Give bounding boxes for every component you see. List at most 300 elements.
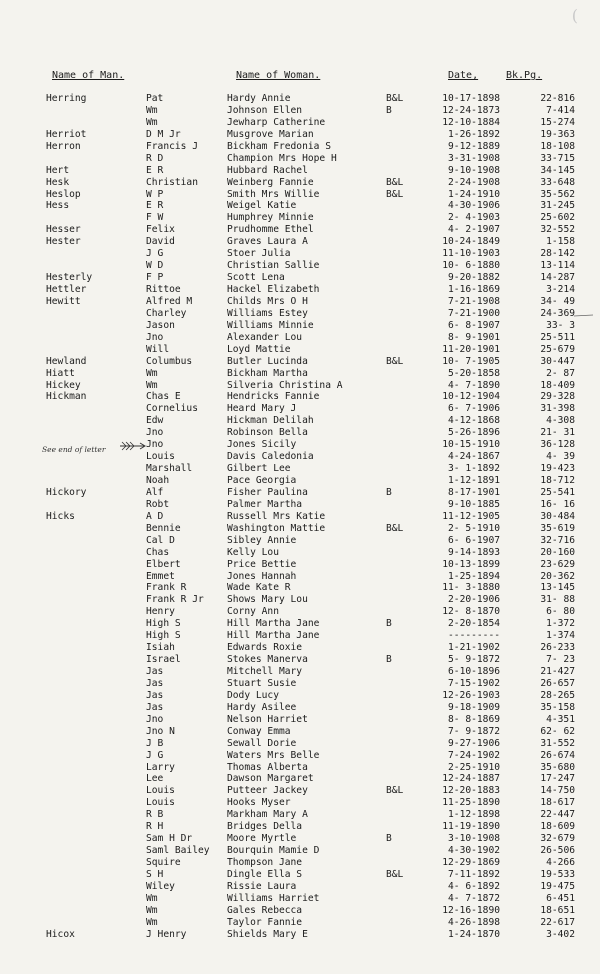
row-given-name: Robt [146, 498, 170, 510]
row-book-page: 13-145 [540, 582, 575, 594]
row-woman-name: Conway Emma [227, 725, 291, 737]
row-date: 12-24-1873 [442, 104, 500, 116]
row-given-name: W P [146, 188, 164, 200]
row-given-name: Pat [146, 93, 164, 104]
row-book-page: 19-475 [540, 880, 575, 892]
row-given-name: Lee [146, 773, 164, 785]
row-woman-name: Palmer Martha [227, 498, 303, 510]
row-woman-name: Dawson Margaret [227, 773, 314, 785]
row-given-name: Columbus [146, 355, 193, 367]
row-license-code: B&L [386, 93, 404, 104]
row-woman-name: Taylor Fannie [227, 916, 303, 928]
row-book-page: 25-511 [540, 331, 575, 343]
row-given-name: Wm [146, 916, 158, 928]
row-woman-name: Stokes Manerva [227, 654, 308, 666]
row-woman-name: Kelly Lou [227, 546, 279, 558]
row-woman-name: Putteer Jackey [227, 785, 308, 797]
row-surname: Hickey [46, 379, 81, 391]
row-book-page: 13-114 [540, 260, 575, 272]
row-date: 12- 8-1870 [442, 606, 500, 618]
record-row [0, 869, 600, 881]
row-date: 10-12-1904 [442, 391, 500, 403]
record-row [0, 415, 600, 427]
header-name-of-woman: Name of Woman. [236, 70, 321, 81]
row-date: 4- 2-1907 [448, 224, 500, 236]
record-row [0, 762, 600, 774]
row-book-page: 15-274 [540, 116, 575, 128]
row-woman-name: Thompson Jane [227, 857, 303, 868]
row-book-page: 24-369 [540, 307, 575, 319]
row-woman-name: Prudhomme Ethel [227, 224, 314, 236]
row-surname: Herring [46, 93, 87, 104]
row-license-code: B&L [386, 785, 404, 797]
row-given-name: Larry [146, 761, 175, 773]
row-date: 4- 7-1872 [448, 892, 500, 904]
row-woman-name: Jewharp Catherine [227, 116, 326, 128]
record-row [0, 117, 600, 129]
row-book-page: 32-552 [540, 224, 575, 236]
record-row [0, 93, 600, 105]
row-given-name: Wiley [146, 880, 175, 892]
row-book-page: 14-287 [540, 272, 575, 284]
row-surname: Hesterly [46, 272, 93, 284]
row-woman-name: Butler Lucinda [227, 355, 308, 367]
row-given-name: Jno [146, 713, 164, 725]
record-row [0, 177, 600, 189]
row-given-name: Sam H Dr [146, 833, 193, 845]
row-surname: Heslop [46, 188, 81, 200]
row-date: 10- 6-1880 [442, 260, 500, 272]
row-given-name: J G [146, 749, 164, 761]
row-given-name: Saml Bailey [146, 845, 210, 857]
row-woman-name: Pace Georgia [227, 475, 297, 486]
row-woman-name: Hardy Asilee [227, 701, 297, 713]
row-book-page: 34-145 [540, 164, 575, 176]
record-row [0, 833, 600, 845]
record-row [0, 236, 600, 248]
row-woman-name: Washington Mattie [227, 522, 326, 534]
row-woman-name: Johnson Ellen [227, 104, 303, 116]
row-date: 2-20-1854 [448, 618, 500, 630]
row-given-name: Charley [146, 307, 187, 319]
row-book-page: 25-541 [540, 486, 575, 498]
row-given-name: Chas E [146, 391, 181, 403]
row-date: 12-24-1887 [442, 773, 500, 785]
record-row [0, 666, 600, 678]
row-date: 1-26-1892 [448, 128, 500, 140]
row-date: 5-26-1896 [448, 427, 500, 439]
row-given-name: Wm [146, 104, 158, 116]
row-date: 7-11-1892 [448, 868, 500, 880]
row-woman-name: Hill Martha Jane [227, 618, 320, 630]
row-woman-name: Stoer Julia [227, 248, 291, 260]
row-date: 11-19-1890 [442, 821, 500, 833]
row-date: --------- [448, 630, 500, 642]
row-date: 1-21-1902 [448, 642, 500, 654]
row-date: 2-20-1906 [448, 594, 500, 606]
row-book-page: 31- 88 [540, 594, 575, 606]
row-given-name: Jno [146, 427, 164, 439]
record-row [0, 475, 600, 487]
row-date: 1-12-1898 [448, 809, 500, 821]
row-woman-name: Loyd Mattie [227, 343, 291, 355]
row-surname: Hicox [46, 928, 75, 940]
row-given-name: E R [146, 164, 164, 176]
row-date: 10-17-1898 [442, 93, 500, 104]
row-woman-name: Edwards Roxie [227, 642, 303, 654]
row-given-name: High S [146, 618, 181, 630]
record-row [0, 248, 600, 260]
row-given-name: Cal D [146, 534, 175, 546]
row-given-name: Noah [146, 475, 170, 486]
row-surname: Hickory [46, 486, 87, 498]
record-row [0, 499, 600, 511]
row-license-code: B&L [386, 868, 404, 880]
record-row [0, 690, 600, 702]
see-end-of-letter-note: See end of letter [42, 445, 106, 454]
row-book-page: 29-328 [540, 391, 575, 403]
row-book-page: 25-679 [540, 343, 575, 355]
record-row [0, 463, 600, 475]
row-date: 12-16-1890 [442, 904, 500, 916]
row-woman-name: Price Bettie [227, 558, 297, 570]
row-date: 4- 7-1890 [448, 379, 500, 391]
row-book-page: 30-447 [540, 355, 575, 367]
row-woman-name: Childs Mrs O H [227, 295, 308, 307]
row-book-page: 18-617 [540, 797, 575, 809]
row-date: 1-16-1869 [448, 284, 500, 295]
row-woman-name: Humphrey Minnie [227, 212, 314, 224]
row-given-name: Wm [146, 904, 158, 916]
row-woman-name: Shields Mary E [227, 928, 308, 940]
row-woman-name: Moore Myrtle [227, 833, 297, 845]
row-woman-name: Sewall Dorie [227, 737, 297, 749]
row-given-name: Louis [146, 451, 175, 463]
row-book-page: 17-247 [540, 773, 575, 785]
row-book-page: 4-308 [546, 415, 575, 427]
row-surname: Hess [46, 200, 70, 212]
row-book-page: 22-447 [540, 809, 575, 821]
row-given-name: J Henry [146, 928, 187, 940]
row-given-name: Louis [146, 797, 175, 809]
record-row [0, 857, 600, 869]
row-book-page: 19-363 [540, 128, 575, 140]
header-date: Date, [448, 70, 479, 81]
record-row [0, 380, 600, 392]
row-date: 10- 7-1905 [442, 355, 500, 367]
record-row [0, 391, 600, 403]
row-woman-name: Gales Rebecca [227, 904, 303, 916]
row-woman-name: Hardy Annie [227, 93, 291, 104]
row-book-page: 28-142 [540, 248, 575, 260]
row-woman-name: Williams Minnie [227, 319, 314, 331]
row-date: 11-20-1901 [442, 343, 500, 355]
row-book-page: 31-245 [540, 200, 575, 212]
row-license-code: B [386, 486, 392, 498]
row-woman-name: Hendricks Fannie [227, 391, 320, 403]
row-woman-name: Robinson Bella [227, 427, 308, 439]
row-given-name: A D [146, 510, 164, 522]
record-row [0, 105, 600, 117]
row-woman-name: Bridges Della [227, 821, 303, 833]
record-row [0, 487, 600, 499]
row-given-name: F W [146, 212, 164, 224]
row-surname: Hickman [46, 391, 87, 403]
row-given-name: Israel [146, 654, 181, 666]
row-date: 4- 6-1892 [448, 880, 500, 892]
row-book-page: 21- 31 [540, 427, 575, 439]
row-woman-name: Russell Mrs Katie [227, 510, 326, 522]
row-given-name: J G [146, 248, 164, 260]
row-date: 9-12-1889 [448, 140, 500, 152]
row-given-name: E R [146, 200, 164, 212]
record-row [0, 153, 600, 165]
row-given-name: Wm [146, 379, 158, 391]
row-date: 6- 6-1907 [448, 534, 500, 546]
row-date: 11-10-1903 [442, 248, 500, 260]
row-given-name: Christian [146, 176, 198, 188]
row-book-page: 18-712 [540, 475, 575, 486]
row-given-name: Bennie [146, 522, 181, 534]
row-date: 6-10-1896 [448, 666, 500, 677]
row-license-code: B [386, 654, 392, 666]
row-book-page: 1-158 [546, 236, 575, 248]
row-given-name: R H [146, 821, 164, 833]
row-given-name: F P [146, 272, 164, 284]
record-row [0, 224, 600, 236]
row-date: 9-10-1908 [448, 164, 500, 176]
row-book-page: 6-451 [546, 892, 575, 904]
row-given-name: Squire [146, 857, 181, 868]
row-given-name: W D [146, 260, 164, 272]
record-row [0, 260, 600, 272]
row-book-page: 3-214 [546, 284, 575, 295]
row-given-name: Jno N [146, 725, 175, 737]
row-book-page: 35-680 [540, 761, 575, 773]
record-row [0, 809, 600, 821]
row-book-page: 26-233 [540, 642, 575, 654]
record-row [0, 427, 600, 439]
record-row [0, 726, 600, 738]
row-given-name: R B [146, 809, 164, 821]
row-given-name: Francis J [146, 140, 198, 152]
row-date: 1-24-1910 [448, 188, 500, 200]
row-license-code: B [386, 833, 392, 845]
record-row [0, 606, 600, 618]
row-given-name: Jas [146, 689, 164, 701]
row-surname: Hesk [46, 176, 70, 188]
row-woman-name: Champion Mrs Hope H [227, 152, 337, 164]
record-row [0, 165, 600, 177]
row-book-page: 7- 23 [546, 654, 575, 666]
row-book-page: 22-617 [540, 916, 575, 928]
row-date: 4-24-1867 [448, 451, 500, 463]
row-book-page: 32-679 [540, 833, 575, 845]
record-row [0, 917, 600, 929]
row-given-name: Isiah [146, 642, 175, 654]
record-row [0, 535, 600, 547]
row-book-page: 21-427 [540, 666, 575, 677]
row-given-name: Chas [146, 546, 170, 558]
row-given-name: Frank R Jr [146, 594, 204, 606]
row-book-page: 35-619 [540, 522, 575, 534]
record-row [0, 511, 600, 523]
row-given-name: Elbert [146, 558, 181, 570]
row-date: 9-27-1906 [448, 737, 500, 749]
record-row [0, 654, 600, 666]
row-given-name: D M Jr [146, 128, 181, 140]
record-row [0, 320, 600, 332]
record-row [0, 582, 600, 594]
row-woman-name: Sibley Annie [227, 534, 297, 546]
record-row [0, 571, 600, 583]
record-row [0, 702, 600, 714]
row-date: 11-25-1890 [442, 797, 500, 809]
row-date: 7-21-1900 [448, 307, 500, 319]
row-license-code: B&L [386, 176, 404, 188]
row-given-name: Frank R [146, 582, 187, 594]
row-surname: Hert [46, 164, 70, 176]
row-book-page: 22-816 [540, 93, 575, 104]
record-row [0, 129, 600, 141]
record-row [0, 272, 600, 284]
row-license-code: B&L [386, 188, 404, 200]
record-row [0, 881, 600, 893]
row-date: 8- 9-1901 [448, 331, 500, 343]
record-row [0, 200, 600, 212]
record-row [0, 785, 600, 797]
row-woman-name: Smith Mrs Willie [227, 188, 320, 200]
row-given-name: Jno [146, 439, 164, 451]
record-row [0, 714, 600, 726]
corner-pencil-mark: ( [571, 6, 578, 25]
row-date: 11- 3-1880 [442, 582, 500, 594]
row-surname: Hewland [46, 355, 87, 367]
row-surname: Hewitt [46, 295, 81, 307]
row-date: 7-15-1902 [448, 677, 500, 689]
record-row [0, 845, 600, 857]
header-name-of-man: Name of Man. [52, 70, 125, 81]
row-date: 7-21-1908 [448, 295, 500, 307]
record-row [0, 332, 600, 344]
row-woman-name: Graves Laura A [227, 236, 308, 248]
row-book-page: 18-609 [540, 821, 575, 833]
row-book-page: 33-648 [540, 176, 575, 188]
row-date: 9-10-1885 [448, 498, 500, 510]
row-date: 12-29-1869 [442, 857, 500, 868]
row-given-name: S H [146, 868, 164, 880]
row-woman-name: Bourquin Mamie D [227, 845, 320, 857]
row-date: 8- 8-1869 [448, 713, 500, 725]
row-date: 5- 9-1872 [448, 654, 500, 666]
row-date: 2-25-1910 [448, 761, 500, 773]
record-row [0, 594, 600, 606]
row-date: 4-30-1906 [448, 200, 500, 212]
row-woman-name: Scott Lena [227, 272, 285, 284]
row-book-page: 3-402 [546, 928, 575, 940]
row-woman-name: Nelson Harriet [227, 713, 308, 725]
header-book-page: Bk.Pg. [506, 70, 543, 81]
row-book-page: 14-750 [540, 785, 575, 797]
row-given-name: Rittoe [146, 284, 181, 295]
record-row [0, 296, 600, 308]
row-date: 3- 1-1892 [448, 463, 500, 475]
row-book-page: 32-716 [540, 534, 575, 546]
row-date: 12-26-1903 [442, 689, 500, 701]
row-surname: Hiatt [46, 367, 75, 379]
row-book-page: 31-398 [540, 403, 575, 415]
row-given-name: J B [146, 737, 164, 749]
row-book-page: 19-423 [540, 463, 575, 475]
row-book-page: 28-265 [540, 689, 575, 701]
row-given-name: David [146, 236, 175, 248]
row-book-page: 1-372 [546, 618, 575, 630]
row-date: 2-24-1908 [448, 176, 500, 188]
note-arrow-icon [120, 441, 146, 451]
row-date: 11-12-1905 [442, 510, 500, 522]
row-book-page: 18-409 [540, 379, 575, 391]
record-row [0, 368, 600, 380]
row-woman-name: Waters Mrs Belle [227, 749, 320, 761]
row-given-name: Wm [146, 892, 158, 904]
record-row [0, 929, 600, 941]
record-row [0, 344, 600, 356]
row-date: 10-24-1849 [442, 236, 500, 248]
row-book-page: 4-351 [546, 713, 575, 725]
row-date: 2- 4-1903 [448, 212, 500, 224]
row-book-page: 35-562 [540, 188, 575, 200]
row-surname: Hicks [46, 510, 75, 522]
row-given-name: Jas [146, 666, 164, 677]
row-woman-name: Musgrove Marian [227, 128, 314, 140]
row-woman-name: Christian Sallie [227, 260, 320, 272]
record-row [0, 905, 600, 917]
row-date: 9-18-1909 [448, 701, 500, 713]
row-woman-name: Thomas Alberta [227, 761, 308, 773]
row-woman-name: Rissie Laura [227, 880, 297, 892]
row-given-name: Felix [146, 224, 175, 236]
row-date: 3-10-1908 [448, 833, 500, 845]
row-woman-name: Silveria Christina A [227, 379, 343, 391]
row-woman-name: Heard Mary J [227, 403, 297, 415]
row-woman-name: Hackel Elizabeth [227, 284, 320, 295]
row-book-page: 19-533 [540, 868, 575, 880]
row-date: 6- 8-1907 [448, 319, 500, 331]
row-date: 4-12-1868 [448, 415, 500, 427]
row-book-page: 26-674 [540, 749, 575, 761]
row-license-code: B [386, 618, 392, 630]
row-woman-name: Davis Caledonia [227, 451, 314, 463]
row-given-name: Emmet [146, 570, 175, 582]
row-woman-name: Weigel Katie [227, 200, 297, 212]
row-date: 12-10-1884 [442, 116, 500, 128]
row-woman-name: Fisher Paulina [227, 486, 308, 498]
row-woman-name: Mitchell Mary [227, 666, 303, 677]
row-woman-name: Williams Harriet [227, 892, 320, 904]
row-book-page: 1-374 [546, 630, 575, 642]
row-date: 1-24-1870 [448, 928, 500, 940]
row-book-page: 62- 62 [540, 725, 575, 737]
row-date: 5-20-1858 [448, 367, 500, 379]
row-woman-name: Dingle Ella S [227, 868, 303, 880]
row-woman-name: Stuart Susie [227, 677, 297, 689]
record-row [0, 547, 600, 559]
row-woman-name: Bickham Martha [227, 367, 308, 379]
record-row [0, 821, 600, 833]
row-license-code: B [386, 104, 392, 116]
row-book-page: 20-362 [540, 570, 575, 582]
record-row [0, 678, 600, 690]
